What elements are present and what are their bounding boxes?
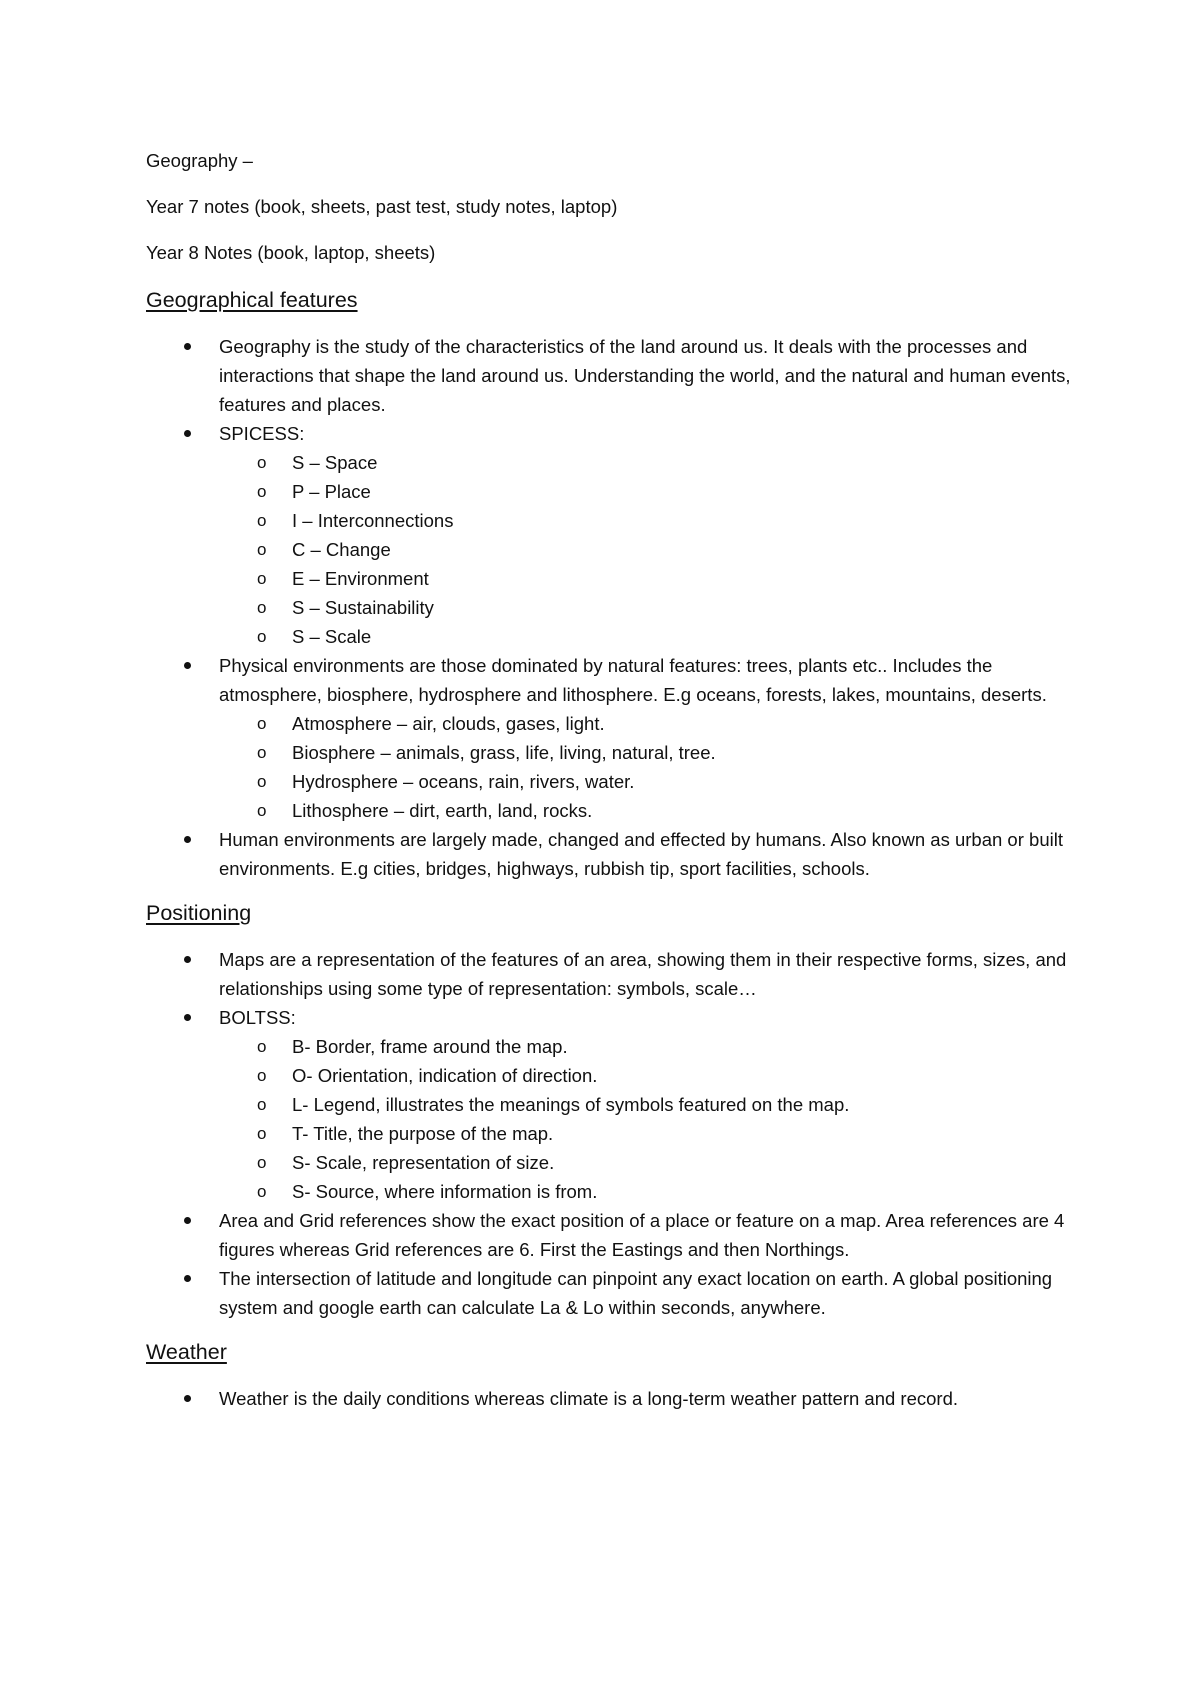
circle-bullet-icon: o: [257, 569, 267, 588]
bullet-icon: [184, 1275, 191, 1282]
circle-bullet-icon: o: [257, 598, 267, 617]
year8-notes-line: Year 8 Notes (book, laptop, sheets): [146, 242, 436, 263]
sub-bullet-text: T- Title, the purpose of the map.: [292, 1123, 554, 1144]
sub-bullet-item: [219, 1177, 1076, 1206]
sub-bullet-item: [219, 738, 1076, 767]
document-body: [146, 146, 1076, 1427]
bullet-text: BOLTSS:: [219, 1007, 296, 1028]
circle-bullet-icon: o: [257, 743, 267, 762]
heading-weather: Weather: [146, 1340, 227, 1364]
bullet-item: [146, 945, 1076, 1003]
sub-bullet-item: [219, 448, 1076, 477]
sub-bullet-item: [219, 622, 1076, 651]
bullet-icon: [184, 956, 191, 963]
circle-bullet-icon: o: [257, 482, 267, 501]
heading-geographical-features: Geographical features: [146, 288, 358, 312]
bullet-item: [146, 1206, 1076, 1264]
spheres-list: [219, 709, 1076, 825]
circle-bullet-icon: o: [257, 1182, 267, 1201]
sub-bullet-text: O- Orientation, indication of direction.: [292, 1065, 598, 1086]
bullet-item: [146, 1003, 1076, 1206]
circle-bullet-icon: o: [257, 1066, 267, 1085]
bullet-icon: [184, 1395, 191, 1402]
boltss-list: [219, 1032, 1076, 1206]
circle-bullet-icon: o: [257, 801, 267, 820]
circle-bullet-icon: o: [257, 511, 267, 530]
bullet-item: [146, 332, 1076, 419]
sub-bullet-item: [219, 506, 1076, 535]
circle-bullet-icon: o: [257, 627, 267, 646]
bullet-item: [146, 419, 1076, 651]
sub-bullet-item: [219, 564, 1076, 593]
heading-positioning: Positioning: [146, 901, 252, 925]
bullet-item: [146, 825, 1076, 883]
doc-title: Geography –: [146, 150, 253, 171]
sub-bullet-item: [219, 1148, 1076, 1177]
sub-bullet-item: [219, 593, 1076, 622]
circle-bullet-icon: o: [257, 1153, 267, 1172]
sub-bullet-text: L- Legend, illustrates the meanings of symbols featured on the map.: [292, 1094, 850, 1115]
circle-bullet-icon: o: [257, 453, 267, 472]
bullet-item: [146, 651, 1076, 825]
sub-bullet-text: S – Scale: [292, 626, 372, 647]
circle-bullet-icon: o: [257, 540, 267, 559]
sub-bullet-item: [219, 1090, 1076, 1119]
weather-bullet-list: [146, 1384, 1076, 1413]
sub-bullet-text: B- Border, frame around the map.: [292, 1036, 568, 1057]
sub-bullet-text: S- Scale, representation of size.: [292, 1152, 555, 1173]
circle-bullet-icon: o: [257, 714, 267, 733]
circle-bullet-icon: o: [257, 1095, 267, 1114]
bullet-text: Maps are a representation of the features of an area, showing them in their respective forms, sizes, and relationships using some type of representation: symbols, scale…: [219, 949, 1067, 999]
bullet-text: Weather is the daily conditions whereas climate is a long-term weather pattern and record.: [219, 1388, 958, 1409]
sub-bullet-text: Biosphere – animals, grass, life, living, natural, tree.: [292, 742, 716, 763]
bullet-text: The intersection of latitude and longitude can pinpoint any exact location on earth. A global positioning system and google earth can calculate La & Lo within seconds, anywhere.: [219, 1268, 1053, 1318]
circle-bullet-icon: o: [257, 1124, 267, 1143]
sub-bullet-text: Hydrosphere – oceans, rain, rivers, water.: [292, 771, 635, 792]
bullet-text: Human environments are largely made, changed and effected by humans. Also known as urban or built environments. E.g cities, bridges, highways, rubbish tip, sport facilities, schools.: [219, 829, 1063, 879]
circle-bullet-icon: o: [257, 772, 267, 791]
bullet-icon: [184, 343, 191, 350]
bullet-icon: [184, 1217, 191, 1224]
sub-bullet-item: [219, 477, 1076, 506]
circle-bullet-icon: o: [257, 1037, 267, 1056]
bullet-icon: [184, 662, 191, 669]
bullet-item: [146, 1264, 1076, 1322]
year7-notes-line: Year 7 notes (book, sheets, past test, study notes, laptop): [146, 196, 618, 217]
sub-bullet-item: [219, 1061, 1076, 1090]
sub-bullet-text: S – Space: [292, 452, 378, 473]
bullet-icon: [184, 430, 191, 437]
positioning-bullet-list: [146, 945, 1076, 1322]
sub-bullet-item: [219, 1119, 1076, 1148]
sub-bullet-text: E – Environment: [292, 568, 429, 589]
bullet-item: [146, 1384, 1076, 1413]
sub-bullet-item: [219, 796, 1076, 825]
sub-bullet-item: [219, 709, 1076, 738]
sub-bullet-text: I – Interconnections: [292, 510, 454, 531]
sub-bullet-text: S – Sustainability: [292, 597, 434, 618]
bullet-text: SPICESS:: [219, 423, 305, 444]
sub-bullet-text: S- Source, where information is from.: [292, 1181, 598, 1202]
sub-bullet-text: Lithosphere – dirt, earth, land, rocks.: [292, 800, 593, 821]
bullet-icon: [184, 836, 191, 843]
sub-bullet-item: [219, 1032, 1076, 1061]
geo-bullet-list: [146, 332, 1076, 883]
bullet-text: Physical environments are those dominated by natural features: trees, plants etc.. Includes the atmosphere, biosphere, hydrosphere and lithosphere. E.g oceans, forests, lakes, mountains, deserts.: [219, 655, 1047, 705]
bullet-icon: [184, 1014, 191, 1021]
bullet-text: Geography is the study of the characteristics of the land around us. It deals with the processes and interactions that shape the land around us. Understanding the world, and the natural and human events, features and places.: [219, 336, 1071, 415]
sub-bullet-text: Atmosphere – air, clouds, gases, light.: [292, 713, 605, 734]
sub-bullet-text: P – Place: [292, 481, 371, 502]
spicess-list: [219, 448, 1076, 651]
sub-bullet-item: [219, 767, 1076, 796]
sub-bullet-text: C – Change: [292, 539, 391, 560]
sub-bullet-item: [219, 535, 1076, 564]
bullet-text: Area and Grid references show the exact position of a place or feature on a map. Area references are 4 figures whereas Grid references are 6. First the Eastings and then Northings.: [219, 1210, 1065, 1260]
